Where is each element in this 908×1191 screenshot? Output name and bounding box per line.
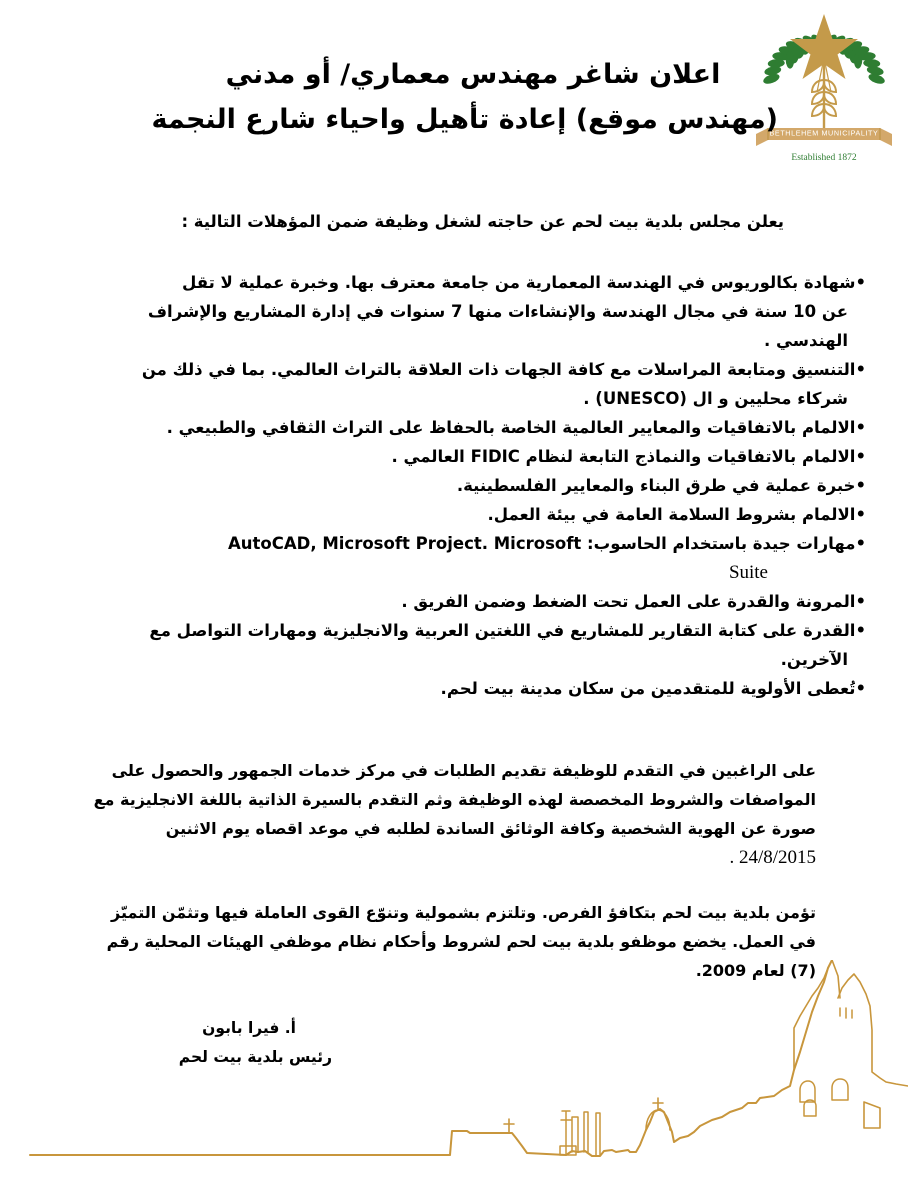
signature-role: رئيس بلدية بيت لحم	[178, 1048, 332, 1066]
apply-line: صورة عن الهوية الشخصية وكافة الوثائق الساندة لطلبه في موعد اقصاه يوم الاثنين	[165, 819, 816, 838]
bullet-line: •الالمام بالاتفاقيات والمعايير العالمية الخاصة بالحفاظ على التراث الثقافي والطبيعي .	[166, 418, 866, 437]
bullet-line: •الالمام بالاتفاقيات والنماذج التابعة لنظام FIDIC العالمي .	[391, 447, 866, 466]
equal-line: تؤمن بلدية بيت لحم بتكافؤ الفرص. وتلتزم بشمولية وتنوّع القوى العاملة فيها وتثمّن التميّز	[111, 903, 816, 922]
signature-block	[88, 1014, 348, 1072]
list-item	[40, 500, 866, 529]
emblem-established-line	[791, 153, 856, 163]
title-line-1: اعلان شاغر مهندس معماري/ أو مدني	[225, 59, 721, 90]
bullet-line: •القدرة على كتابة التقارير للمشاريع في اللغتين العربية والانجليزية ومهارات التواصل مع	[149, 621, 866, 640]
bullet-line: شركاء محليين و ال (UNESCO) .	[583, 389, 848, 408]
bullet-line: •شهادة بكالوريوس في الهندسة المعمارية من جامعة معترف بها. وخبرة عملية لا تقل	[182, 273, 866, 292]
list-item	[40, 268, 866, 355]
emblem-established-text: Established 1872	[791, 153, 857, 163]
apply-instructions-paragraph	[92, 756, 816, 872]
equal-line: في العمل. يخضع موظفو بلدية بيت لحم لشروط وأحكام نظام موظفي الهيئات المحلية رقم	[106, 932, 816, 951]
signature-name: أ. فيرا بابون	[202, 1019, 296, 1037]
bullet-line: •مهارات جيدة باستخدام الحاسوب: AutoCAD, Microsoft Project. Microsoft	[228, 534, 866, 553]
list-item	[40, 355, 866, 413]
bullet-line: Suite	[728, 562, 768, 583]
list-item	[40, 413, 866, 442]
bullet-line: •الالمام بشروط السلامة العامة في بيئة العمل.	[487, 505, 866, 524]
apply-line: على الراغبين في التقدم للوظيفة تقديم الطلبات في مركز خدمات الجمهور والحصول على	[111, 761, 816, 780]
apply-line: المواصفات والشروط المخصصة لهذه الوظيفة وثم التقدم بالسيرة الذاتية باللغة الانجليزية مع	[93, 790, 816, 809]
list-item	[40, 587, 866, 616]
list-item	[40, 471, 866, 500]
equal-opportunity-paragraph	[92, 898, 816, 985]
bullet-line: •التنسيق ومتابعة المراسلات مع كافة الجهات ذات العلاقة بالتراث العالمي. بما في ذلك من	[141, 360, 866, 379]
emblem-banner-english: BETHLEHEM MUNICIPALITY	[769, 128, 879, 138]
list-item	[40, 616, 866, 674]
apply-deadline-line: 24/8/2015 .	[729, 847, 816, 868]
list-item	[40, 674, 866, 703]
bethlehem-skyline-line-art	[0, 960, 908, 1191]
bullet-line: •المرونة والقدرة على العمل تحت الضغط وضمن الفريق .	[401, 592, 866, 611]
bullet-line: الهندسي .	[764, 331, 848, 350]
title-line-2: (مهندس موقع) إعادة تأهيل واحياء شارع النجمة	[151, 104, 778, 135]
qualifications-list	[40, 268, 866, 703]
bullet-line: عن 10 سنة في مجال الهندسة والإنشاءات منها 7 سنوات في إدارة المشاريع والإشراف	[147, 302, 848, 321]
intro-paragraph: يعلن مجلس بلدية بيت لحم عن حاجته لشغل وظيفة ضمن المؤهلات التالية :	[181, 212, 784, 231]
equal-line: (7) لعام 2009.	[695, 961, 816, 980]
bullet-line: •خبرة عملية في طرق البناء والمعايير الفلسطينية.	[456, 476, 866, 495]
bullet-line: الآخرين.	[780, 650, 848, 669]
bullet-line: •تُعطى الأولوية للمتقدمين من سكان مدينة بيت لحم.	[440, 679, 866, 698]
list-item	[40, 442, 866, 471]
list-item	[40, 529, 866, 587]
page-title	[151, 52, 778, 142]
